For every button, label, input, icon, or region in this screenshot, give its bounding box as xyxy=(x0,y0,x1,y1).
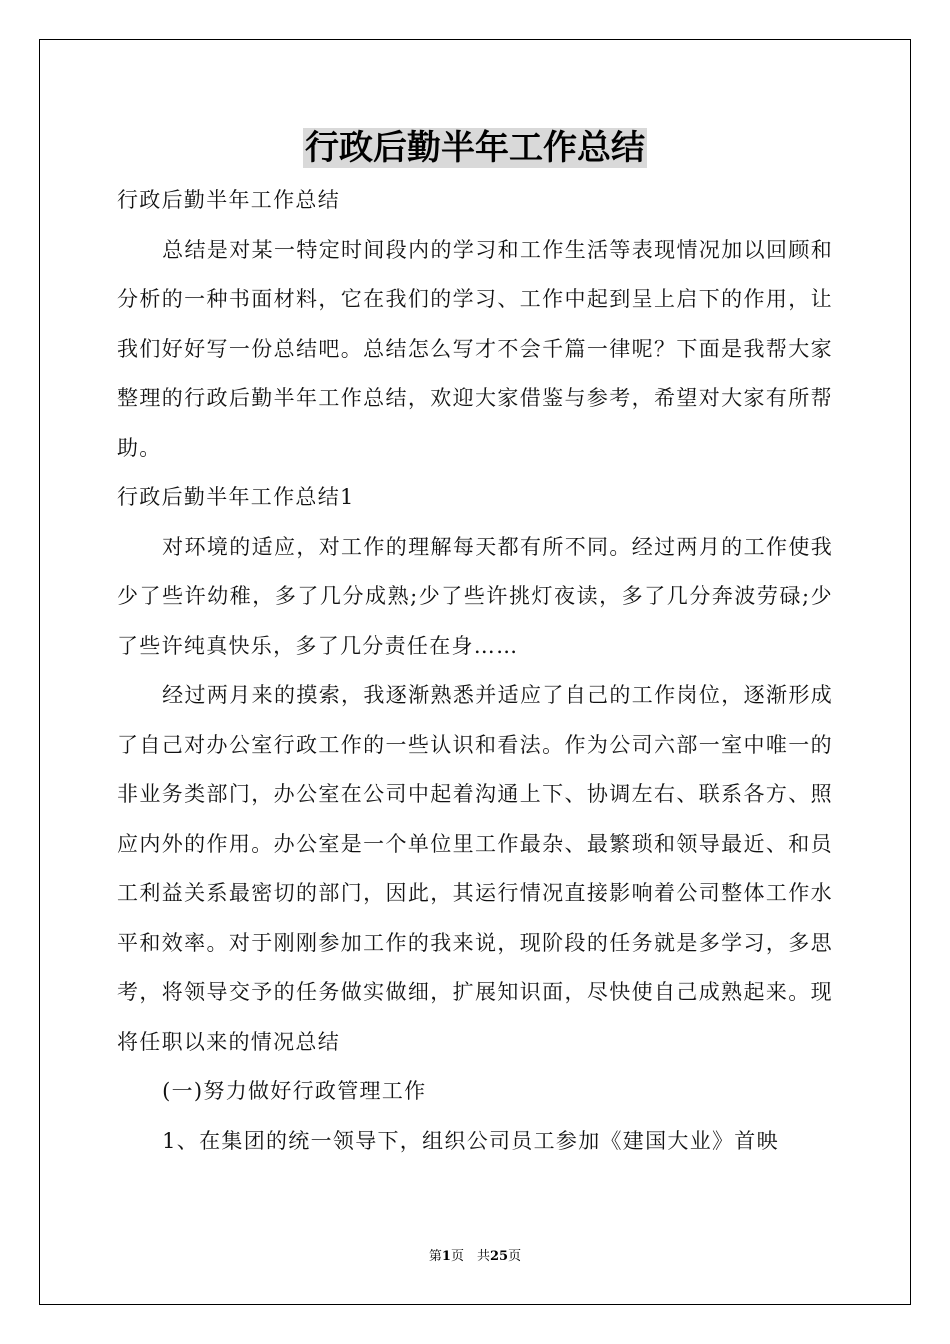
section-heading: 行政后勤半年工作总结1 xyxy=(117,485,355,509)
footer-mid: 页 共 xyxy=(450,1249,490,1264)
paragraph-1: 对环境的适应，对工作的理解每天都有所不同。经过两月的工作使我少了些许幼稚，多了几分成熟;少了些许挑灯夜读，多了几分奔波劳碌;少了些许纯真快乐，多了几分责任在身…… xyxy=(117,534,833,658)
footer-prefix: 第 xyxy=(428,1249,442,1264)
footer-suffix: 页 xyxy=(508,1249,522,1264)
intro-paragraph: 总结是对某一特定时间段内的学习和工作生活等表现情况加以回顾和分析的一种书面材料，它在我们的学习、工作中起到呈上启下的作用，让我们好好写一份总结吧。总结怎么写才不会千篇一律呢？下面是我帮大家整理的行政后勤半年工作总结，欢迎大家借鉴与参考，希望对大家有所帮助。 xyxy=(117,237,833,460)
footer-current-page: 1 xyxy=(441,1249,451,1264)
item-1: 1、在集团的统一领导下，组织公司员工参加《建国大业》首映 xyxy=(162,1128,779,1153)
document-subtitle: 行政后勤半年工作总结 xyxy=(117,188,340,212)
paragraph-2: 经过两月来的摸索，我逐渐熟悉并适应了自己的工作岗位，逐渐形成了自己对办公室行政工作的一些认识和看法。作为公司六部一室中唯一的非业务类部门，办公室在公司中起着沟通上下、协调左右、联系各方、照应内外的作用。办公室是一个单位里工作最杂、最繁琐和领导最近、和员工利益关系最密切的部门，因此，其运行情况直接影响着公司整体工作水平和效率。对于刚刚参加工作的我来说，现阶段的任务就是多学习，多思考，将领导交予的任务做实做细，扩展知识面，尽快使自己成熟起来。现将任职以来的情况总结 xyxy=(117,683,833,1054)
footer-total-pages: 25 xyxy=(489,1249,509,1264)
document-title xyxy=(0,122,950,174)
page-footer xyxy=(0,1245,950,1264)
document-body xyxy=(117,176,833,1166)
document-title-text: 行政后勤半年工作总结 xyxy=(305,128,645,168)
item-heading: (一)努力做好行政管理工作 xyxy=(162,1079,427,1103)
